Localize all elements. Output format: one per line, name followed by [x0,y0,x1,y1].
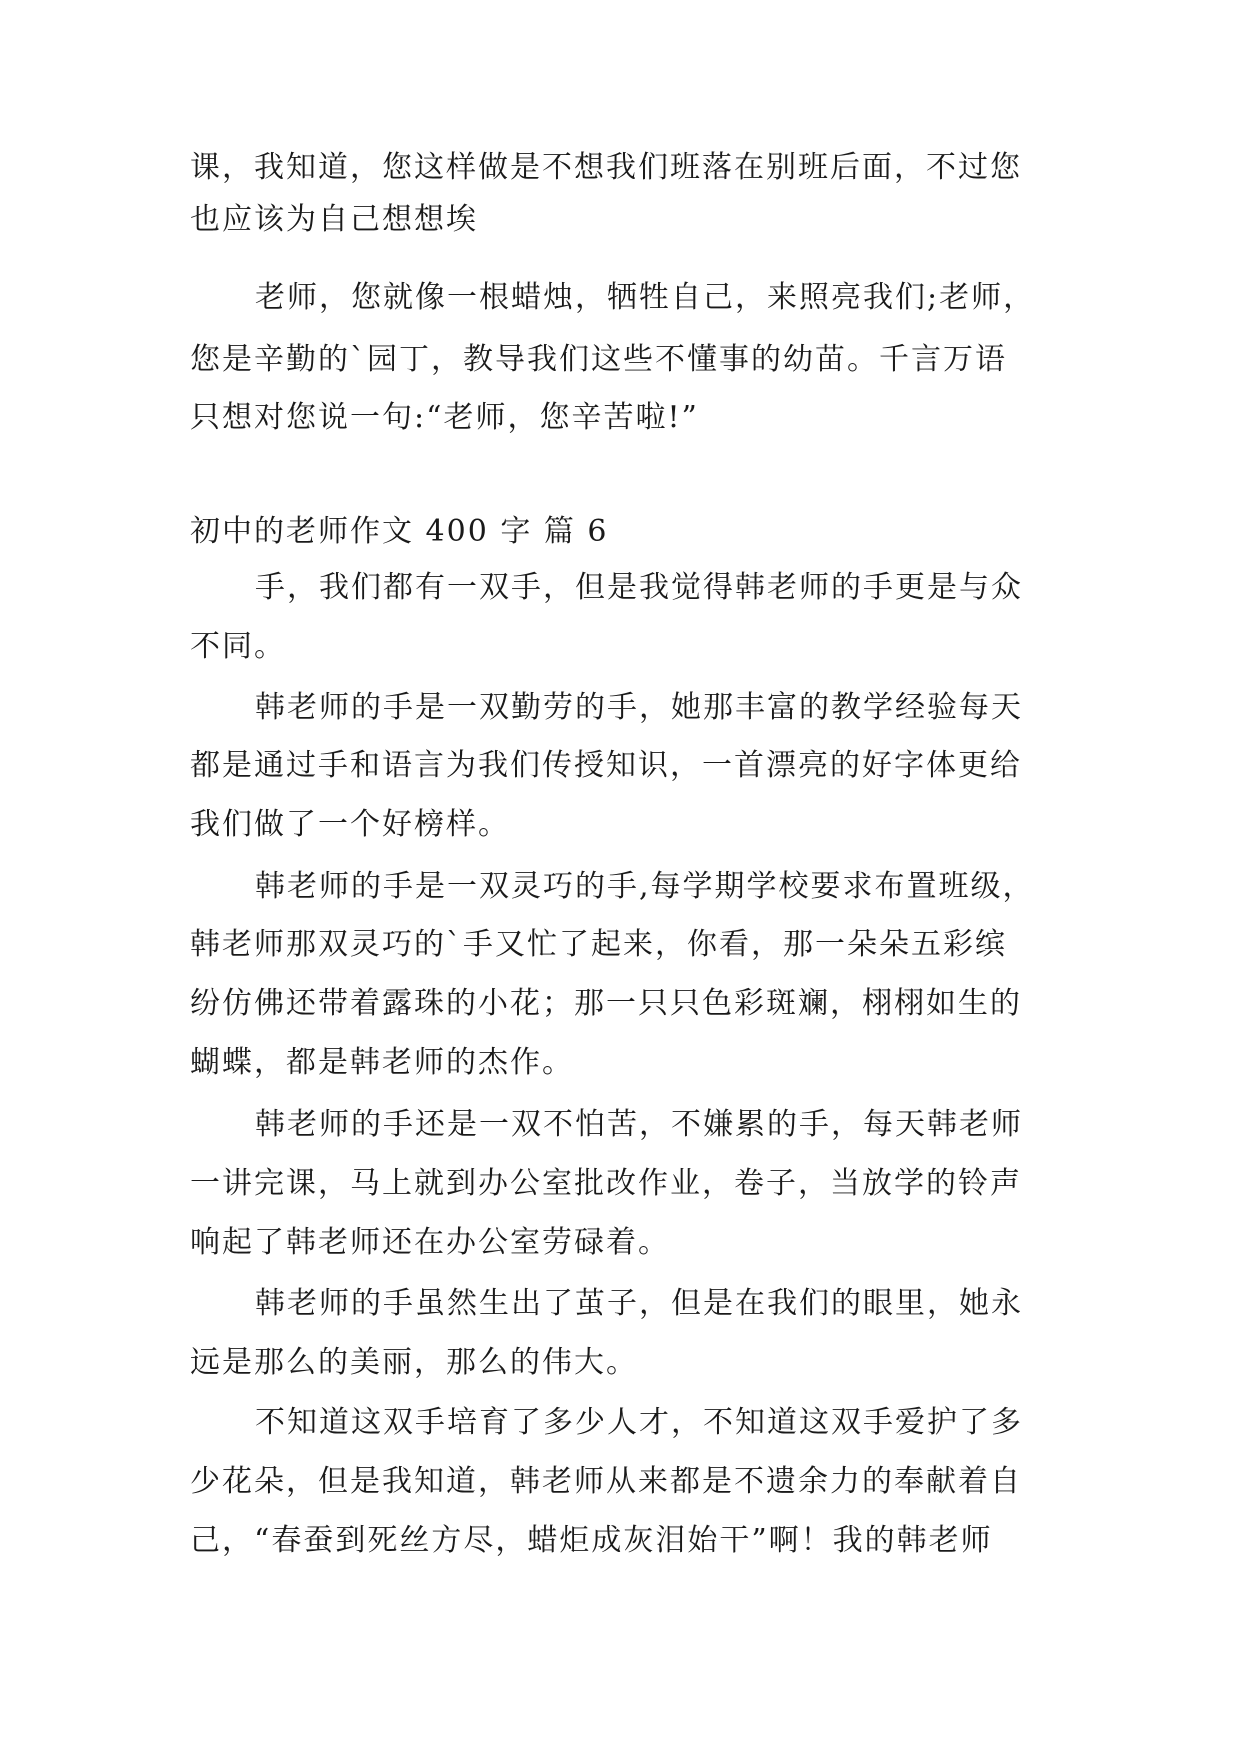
paragraph-line: 韩老师的手是一双勤劳的手，她那丰富的教学经验每天 [255,690,1023,725]
section-heading: 初中的老师作文 400 字 篇 6 [190,514,609,549]
paragraph-line: 韩老师那双灵巧的`手又忙了起来，你看，那一朵朵五彩缤 [190,927,1007,962]
paragraph-line: 远是那么的美丽，那么的伟大。 [190,1345,638,1380]
paragraph-line: 我们做了一个好榜样。 [190,807,510,842]
paragraph-line: 纷仿佛还带着露珠的小花；那一只只色彩斑斓，栩栩如生的 [190,986,1022,1021]
paragraph-line: 响起了韩老师还在办公室劳碌着。 [190,1225,670,1260]
paragraph-line: 韩老师的手虽然生出了茧子，但是在我们的眼里，她永 [255,1286,1023,1321]
paragraph-line: 蝴蝶，都是韩老师的杰作。 [190,1045,574,1080]
paragraph-line: 老师，您就像一根蜡烛，牺牲自己，来照亮我们;老师， [255,280,1036,315]
paragraph-line: 己，“春蚕到死丝方尽，蜡炬成灰泪始干”啊！我的韩老师 [190,1523,993,1558]
paragraph-line: 不知道这双手培育了多少人才，不知道这双手爱护了多 [255,1405,1023,1440]
paragraph-line: 都是通过手和语言为我们传授知识，一首漂亮的好字体更给 [190,748,1022,783]
paragraph-line: 手，我们都有一双手，但是我觉得韩老师的手更是与众 [255,570,1023,605]
paragraph-line: 韩老师的手还是一双不怕苦，不嫌累的手，每天韩老师 [255,1107,1023,1142]
paragraph-line: 一讲完课，马上就到办公室批改作业，卷子，当放学的铃声 [190,1166,1022,1201]
paragraph-line: 不同。 [190,629,286,664]
paragraph-line: 也应该为自己想想埃 [190,202,478,237]
paragraph-line: 课，我知道，您这样做是不想我们班落在别班后面，不过您 [190,150,1022,185]
paragraph-line: 少花朵，但是我知道，韩老师从来都是不遗余力的奉献着自 [190,1464,1022,1499]
paragraph-line: 只想对您说一句:“老师，您辛苦啦!” [190,400,699,435]
paragraph-line: 韩老师的手是一双灵巧的手,每学期学校要求布置班级， [255,869,1035,904]
paragraph-line: 您是辛勤的`园丁，教导我们这些不懂事的幼苗。千言万语 [190,342,1007,377]
